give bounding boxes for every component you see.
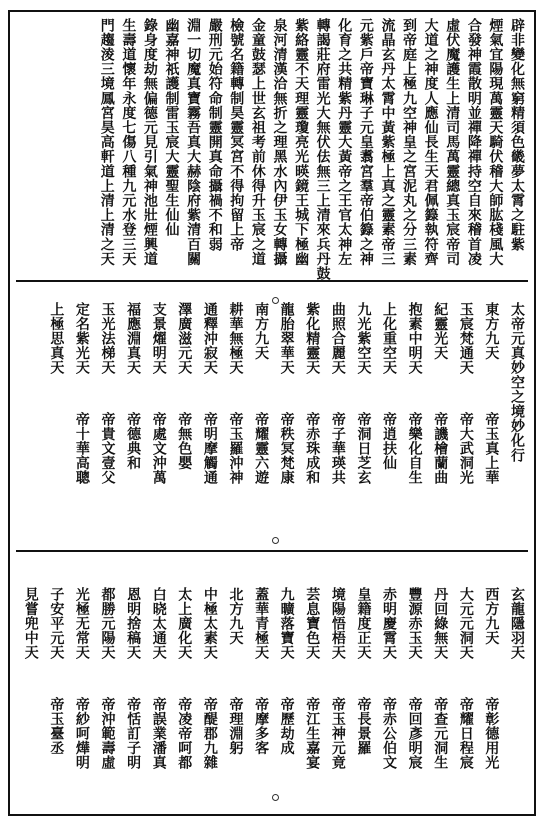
entry-column bbox=[95, 587, 117, 817]
emperor-name: 帝赤珠成和 bbox=[304, 412, 321, 485]
text-column: 幽嘉神祇護制雷玉宸大靈聖生仙仙 bbox=[163, 18, 180, 237]
emperor-name: 帝無色嬰 bbox=[176, 412, 193, 471]
emperor-name: 帝秩冥梵康 bbox=[278, 412, 295, 485]
emperor-name: 帝逍扶仙 bbox=[381, 412, 398, 471]
heaven-name: 大元元洞天 bbox=[457, 587, 474, 660]
text-column: 檢號名籍轉制昊靈冥宮不得拘留上帝 bbox=[228, 18, 245, 252]
entry-column bbox=[376, 587, 398, 817]
text-column: 合發神霞散明並禪降禪持空自來稽首凌 bbox=[465, 18, 482, 267]
emperor-name: 帝洞日芝玄 bbox=[355, 412, 372, 485]
text-column: 到帝庭上極九空神皇之宮泥丸之分三素 bbox=[401, 18, 418, 267]
heaven-name: 皇籍度正天 bbox=[355, 587, 372, 660]
heaven-name: 抱素中明天 bbox=[406, 302, 423, 375]
entry-column bbox=[248, 302, 270, 532]
heaven-name: 上化重空天 bbox=[381, 302, 398, 375]
emperor-name: 帝紗呵燁明 bbox=[73, 697, 90, 770]
text-column: 門趨淩三境鳳宮昊高軒道上清上清之天 bbox=[98, 18, 115, 267]
emperor-name: 帝玉真上華 bbox=[483, 412, 500, 485]
text-column: 化育之共精紫丹靈大黃帝之王官太神左 bbox=[336, 18, 353, 267]
heaven-name: 定名紫光天 bbox=[73, 302, 90, 375]
emperor-name: 帝玉臺丞 bbox=[48, 697, 65, 756]
entry-column bbox=[350, 302, 372, 532]
emperor-name: 帝查元洞生 bbox=[432, 697, 449, 770]
panel-bottom-columns bbox=[18, 587, 526, 817]
entry-column bbox=[43, 587, 65, 817]
entry-column bbox=[43, 302, 65, 532]
entry-column bbox=[18, 587, 40, 817]
heaven-name: 西方九天 bbox=[483, 587, 500, 646]
heaven-name: 紫化精靈天 bbox=[304, 302, 321, 375]
emperor-name: 帝誤業潘真 bbox=[150, 697, 167, 770]
heaven-name: 芸息寶色天 bbox=[304, 587, 321, 660]
entry-column bbox=[197, 302, 219, 532]
divider-top bbox=[16, 280, 528, 282]
emperor-name: 帝理淵躬 bbox=[227, 697, 244, 756]
panel-top-columns bbox=[98, 18, 526, 281]
heaven-name: 子安平元天 bbox=[48, 587, 65, 660]
entry-column bbox=[120, 302, 142, 532]
entry-column bbox=[222, 587, 244, 817]
heaven-name: 太帝元真妙空之境妙化行 bbox=[509, 302, 525, 463]
heaven-name: 豐源赤玉天 bbox=[406, 587, 423, 660]
heaven-name: 東方九天 bbox=[483, 302, 500, 361]
entry-column bbox=[453, 587, 475, 817]
heaven-name: 玄龍隱羽天 bbox=[509, 587, 525, 660]
entry-column bbox=[120, 587, 142, 817]
heaven-name: 蓋華青極天 bbox=[253, 587, 270, 660]
heaven-name: 北方九天 bbox=[227, 587, 244, 646]
heaven-name: 境陽悟梧天 bbox=[329, 587, 346, 660]
emperor-name: 帝沖範壽虛 bbox=[99, 697, 116, 770]
text-column: 嚴刑元始符命制靈開真命攝禍不和弱 bbox=[206, 18, 223, 252]
entry-column bbox=[350, 587, 372, 817]
entry-column bbox=[171, 302, 193, 532]
heaven-name: 澤廣滋元天 bbox=[176, 302, 193, 375]
heaven-name: 都勝元陽天 bbox=[99, 587, 116, 660]
divider-bottom bbox=[16, 550, 528, 552]
emperor-name: 帝貴文壹父 bbox=[99, 412, 116, 485]
heaven-name: 九光紫空天 bbox=[355, 302, 372, 375]
heaven-name: 曲照合麗天 bbox=[329, 302, 346, 375]
entry-column bbox=[222, 302, 244, 532]
emperor-name: 帝長景羅 bbox=[355, 697, 372, 756]
heaven-name: 恩明捨稿天 bbox=[125, 587, 142, 660]
entry-column bbox=[325, 587, 347, 817]
entry-column bbox=[478, 302, 500, 532]
panel-middle bbox=[18, 302, 526, 542]
entry-column bbox=[146, 302, 168, 532]
entry-column bbox=[69, 587, 91, 817]
entry-column bbox=[478, 587, 500, 817]
entry-column bbox=[171, 587, 193, 817]
text-column: 辟非變化無窮精須色畿夢太霄之駐紫 bbox=[509, 18, 525, 252]
entry-column bbox=[274, 587, 296, 817]
binding-hole-3 bbox=[272, 794, 279, 801]
heaven-name: 支景燿明天 bbox=[150, 302, 167, 375]
emperor-name: 帝凌帝呵都 bbox=[176, 697, 193, 770]
heaven-name: 玉宸梵通天 bbox=[457, 302, 474, 375]
entry-column bbox=[376, 302, 398, 532]
heaven-name: 見嘗兜中天 bbox=[22, 587, 39, 660]
text-column: 大道之神度人應仙長生天君佩籙執符齊 bbox=[422, 18, 439, 267]
entry-column bbox=[197, 587, 219, 817]
heaven-name: 南方九天 bbox=[253, 302, 270, 361]
emperor-name: 帝赤公伯文 bbox=[381, 697, 398, 770]
entry-column bbox=[325, 302, 347, 532]
panel-middle-columns bbox=[43, 302, 526, 532]
emperor-name: 帝處文沖萬 bbox=[150, 412, 167, 485]
emperor-name: 帝醍郡九雜 bbox=[201, 697, 218, 770]
emperor-name: 帝譏檜蘭曲 bbox=[432, 412, 449, 485]
entry-column bbox=[504, 587, 526, 817]
text-column: 煙氣宜陽現萬靈天騎伏稽大師肱棧風大 bbox=[487, 18, 504, 267]
heaven-name: 龍胎翠華天 bbox=[278, 302, 295, 375]
text-column: 流晶玄丹太霄中黃紫極上真之靈素帝三 bbox=[379, 18, 396, 267]
text-column: 紫絡靈不天理靈瓊亮光暎鏡王城下極幽 bbox=[293, 18, 310, 267]
text-column: 轉謁莊府雷光大無伏佉無三上清來兵丹鼓 bbox=[314, 18, 331, 281]
entry-column bbox=[299, 302, 321, 532]
heaven-name: 紀靈光天 bbox=[432, 302, 449, 361]
emperor-name: 帝耀靈六遊 bbox=[253, 412, 270, 485]
heaven-name: 上極思真天 bbox=[48, 302, 65, 375]
entry-column bbox=[427, 587, 449, 817]
heaven-name: 太上廣化天 bbox=[176, 587, 193, 660]
emperor-name: 帝耀日程宸 bbox=[457, 697, 474, 770]
entry-column bbox=[95, 302, 117, 532]
text-column: 虛伏魔護生上清司馬萬靈總真玉宸帝司 bbox=[444, 18, 461, 267]
text-column: 淵一切魔真寶霧吾真大赫陰府紫清百關 bbox=[185, 18, 202, 267]
scripture-page bbox=[8, 10, 536, 816]
emperor-name: 帝歷劫成 bbox=[278, 697, 295, 756]
emperor-name: 帝玉羅沖神 bbox=[227, 412, 244, 485]
emperor-name: 帝十華高聰 bbox=[73, 412, 90, 485]
panel-top bbox=[18, 18, 526, 281]
emperor-name: 帝玉神元竟 bbox=[329, 697, 346, 770]
emperor-name: 帝大武洞光 bbox=[457, 412, 474, 485]
entry-column bbox=[453, 302, 475, 532]
emperor-name: 帝江生嘉宴 bbox=[304, 697, 321, 770]
entry-column bbox=[69, 302, 91, 532]
text-column: 生壽道懷年永度七傷八種九元水登三天 bbox=[120, 18, 137, 267]
panel-bottom bbox=[18, 587, 526, 792]
text-column: 泉河清漢洽無折之理黑水內伊玉女轉攝 bbox=[271, 18, 288, 267]
entry-column bbox=[274, 302, 296, 532]
emperor-name: 帝彰德用光 bbox=[483, 697, 500, 770]
entry-column bbox=[402, 587, 424, 817]
entry-column bbox=[402, 302, 424, 532]
entry-column bbox=[427, 302, 449, 532]
entry-column bbox=[146, 587, 168, 817]
text-column: 元紫戶帝寶琳子元皇翥宮羣帝伯籙之神 bbox=[357, 18, 374, 267]
heaven-name: 白晓太通天 bbox=[150, 587, 167, 660]
heaven-name: 中極太素天 bbox=[201, 587, 218, 660]
heaven-name: 赤明慶霄天 bbox=[381, 587, 398, 660]
heaven-name: 玉光法梯天 bbox=[99, 302, 116, 375]
emperor-name: 帝明摩觸通 bbox=[201, 412, 218, 485]
heaven-name: 福應淵真天 bbox=[125, 302, 142, 375]
emperor-name: 帝摩多客 bbox=[253, 697, 270, 756]
heaven-name: 耕華無極天 bbox=[227, 302, 244, 375]
text-column: 金童鼓瑟上世玄祖考前休得升玉宸之道 bbox=[249, 18, 266, 267]
heaven-name: 光極无常天 bbox=[73, 587, 90, 660]
text-column: 錄身度劫無偏德元見引氣神池壯煙興道 bbox=[141, 18, 158, 267]
entry-column bbox=[299, 587, 321, 817]
heaven-name: 九曠落寶天 bbox=[278, 587, 295, 660]
entry-column bbox=[248, 587, 270, 817]
emperor-name: 帝回彥明宸 bbox=[406, 697, 423, 770]
binding-hole-2 bbox=[272, 537, 279, 544]
emperor-name: 帝恬訂子明 bbox=[125, 697, 142, 770]
emperor-name: 帝德典和 bbox=[125, 412, 142, 471]
heaven-name: 丹回綠無天 bbox=[432, 587, 449, 660]
heaven-name: 通釋沖寂天 bbox=[201, 302, 218, 375]
entry-column bbox=[504, 302, 526, 532]
emperor-name: 帝子華瑛共 bbox=[329, 412, 346, 485]
emperor-name: 帝樂化自生 bbox=[406, 412, 423, 485]
